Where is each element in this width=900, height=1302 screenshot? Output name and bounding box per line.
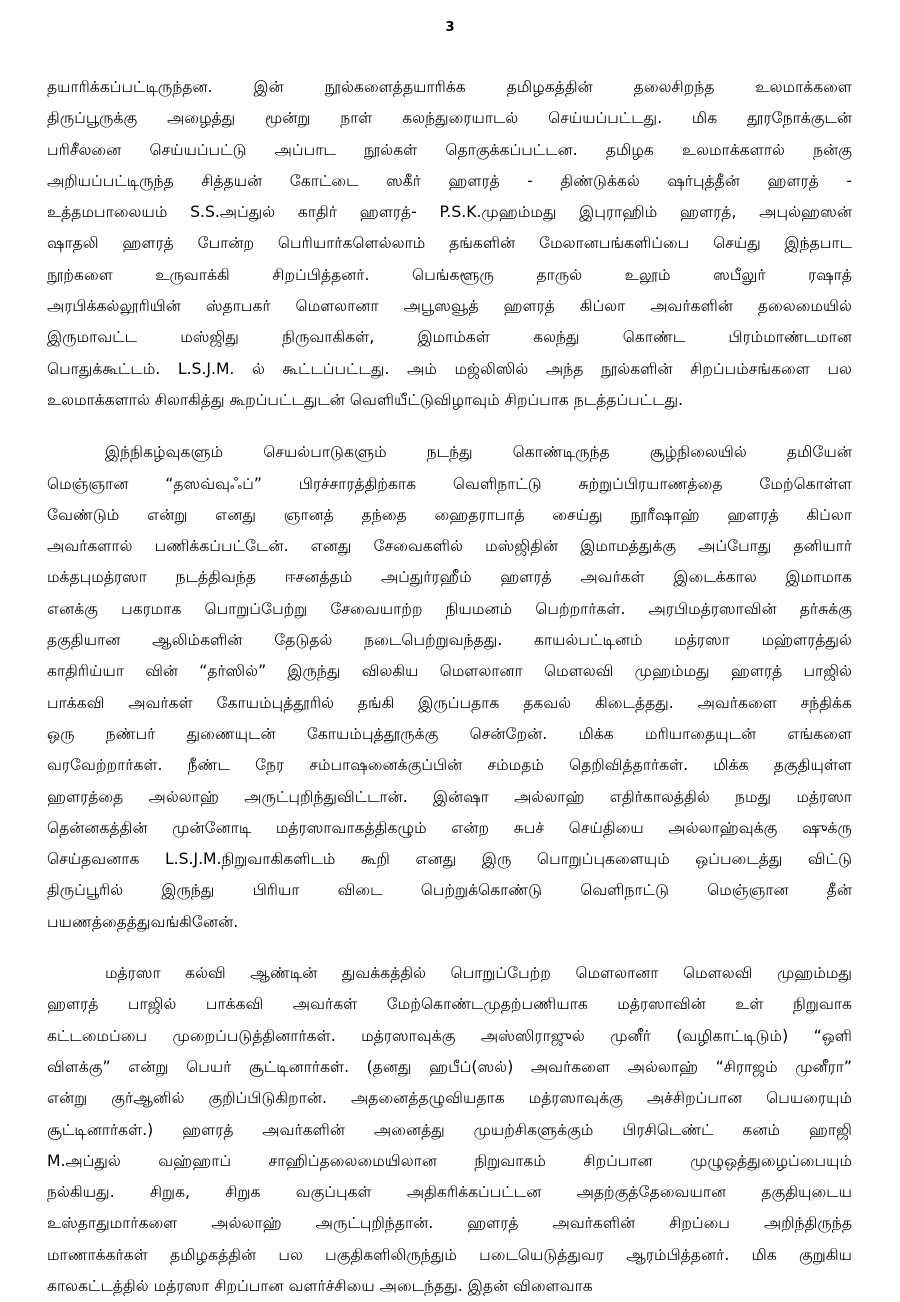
text-line: செய்தவனாக L.S.J.M.நிறுவாகிகளிடம் கூறி எனது இரு பொறுப்புகளையும் ஒப்படைத்து விட்டு (47, 850, 852, 869)
text-line: மாணாக்கர்கள் தமிழகத்தின் பல பகுதிகளிலிருந்தும் படையெடுத்துவர ஆரம்பித்தனர். மிக குறுகிய (47, 1245, 852, 1264)
paragraph-3 (47, 958, 852, 1302)
text-line: உஸ்தாதுமார்களை அல்லாஹ் அருட்புறிந்தான். ஹளரத் அவர்களின் சிறப்பை அறிந்திருந்த (47, 1214, 852, 1233)
text-line: உலமாக்களால் சிலாகித்து கூறப்பட்டதுடன் வெளியீட்டுவிழாவும் சிறப்பாக நடத்தப்பட்டது. (47, 390, 684, 409)
text-line: அவர்களால் பணிக்கப்பட்டேன். எனது சேவைகளில் மஸ்ஜிதின் இமாமத்துக்கு அப்போது தனியார் (47, 537, 852, 556)
text-line: தகுதியான ஆலிம்களின் தேடுதல் நடைபெற்றுவந்தது. காயல்பட்டினம் மத்ரஸா மஹ்ளரத்துல் (47, 631, 852, 650)
text-line: என்று குர்ஆனில் குறிப்பிடுகிறான். அதனைத்தழுவியதாக மத்ரஸாவுக்கு அச்சிறப்பான பெயரையும் (47, 1089, 852, 1108)
text-line: வரவேற்றார்கள். நீண்ட நேர சம்பாஷனைக்குப்பின் சம்மதம் தெறிவித்தார்கள். மிக்க தகுதியுள்ள (47, 756, 852, 775)
text-line: M.அப்துல் வஹ்ஹாப் சாஹிப்தலைமையிலான நிறுவாகம் சிறப்பான முழுஒத்துழைப்பையும் (47, 1151, 852, 1170)
text-line: இந்நிகழ்வுகளும் செயல்பாடுகளும் நடந்து கொண்டிருந்த சூழ்நிலையில் தமியேன் (105, 443, 852, 462)
text-line: ஷாதலி ஹளரத் போன்ற பெரியார்களெல்லாம் தங்களின் மேலானபங்களிப்பை செய்து இந்தபாட (47, 234, 852, 253)
text-line: எனக்கு பகரமாக பொறுப்பேற்று சேவையாற்ற நியமனம் பெற்றார்கள். அரபிமத்ரஸாவின் தர்சுக்கு (47, 599, 852, 618)
text-line: திருப்பூரில் இருந்து பிரியா விடை பெற்றுக்கொண்டு வெளிநாட்டு மெஞ்ஞான தீன் (47, 881, 852, 900)
paragraph-1 (47, 72, 852, 416)
text-line: பரிசீலனை செய்யப்பட்டு அப்பாட நூல்கள் தொகுக்கப்பட்டன. தமிழக உலமாக்களால் நன்கு (47, 140, 852, 159)
text-line: மத்ரஸா கல்வி ஆண்டின் துவக்கத்தில் பொறுப்பேற்ற மௌலானா மௌலவி முஹம்மது (105, 964, 852, 983)
text-line: ஹளரத்தை அல்லாஹ் அருட்புறிந்துவிட்டான். இன்ஷா அல்லாஹ் எதிர்காலத்தில் நமது மத்ரஸா (47, 787, 852, 806)
text-line: தென்னகத்தின் முன்னோடி மத்ரஸாவாகத்திகழும் என்ற சுபச் செய்தியை அல்லாஹ்வுக்கு ஷுக்ரு (47, 818, 852, 837)
text-line: மக்தபுமத்ரஸா நடத்திவந்த ஈசனத்தம் அப்துர்ரஹீம் ஹளரத் அவர்கள் இடைக்கால இமாமாக (47, 568, 852, 587)
text-line: காலகட்டத்தில் மத்ரஸா சிறப்பான வளர்ச்சியை அடைந்தது. இதன் விளைவாக (47, 1276, 593, 1295)
text-line: அரபிக்கல்லூரியின் ஸ்தாபகர் மௌலானா அபூஸவூத் ஹளரத் கிப்லா அவர்களின் தலைமையில் (47, 297, 852, 316)
text-line: உத்தமபாலையம் S.S.அப்துல் காதிர் ஹளரத்- P.S.K.முஹம்மது இபுராஹிம் ஹளரத், அபுல்ஹஸன் (47, 203, 852, 222)
text-line: காதிரிய்யா வின் “தர்ஸில்” இருந்து விலகிய மௌலானா மௌலவி முஹம்மது ஹளரத் பாஜில் (47, 662, 852, 681)
text-line: இருமாவட்ட மஸ்ஜிது நிருவாகிகள், இமாம்கள் கலந்து கொண்ட பிரம்மாண்டமான (47, 328, 852, 347)
text-line: நூற்களை உருவாக்கி சிறப்பித்தனர். பெங்களூரு தாருல் உலூம் ஸபீலுர் ரஷாத் (47, 265, 852, 284)
text-line: விளக்கு” என்று பெயர் சூட்டினார்கள். (தனது ஹபீப்(ஸல்) அவர்களை அல்லாஹ் “சிராஜம் முனீரா” (47, 1057, 852, 1076)
text-line: தயாரிக்கப்பட்டிருந்தன. இன் நூல்களைத்தயாரிக்க தமிழகத்தின் தலைசிறந்த உலமாக்களை (47, 78, 852, 96)
text-line: ஹளரத் பாஜில் பாக்கவி அவர்கள் மேற்கொண்டமுதற்பணியாக மத்ரஸாவின் உள் நிறுவாக (47, 995, 852, 1014)
page-body (47, 72, 852, 1302)
text-line: மெஞ்ஞான “தஸவ்வுஃப்” பிரச்சாரத்திற்காக வெளிநாட்டு சுற்றுப்பிரயாணத்தை மேற்கொள்ள (47, 474, 852, 493)
text-line: வேண்டும் என்று எனது ஞானத் தந்தை ஹைதராபாத் சைய்து நூரீஷாஹ் ஹளரத் கிப்லா (47, 505, 852, 524)
text-line: சூட்டினார்கள்.) ஹளரத் அவர்களின் அனைத்து முயற்சிகளுக்கும் பிரசிடெண்ட் கனம் ஹாஜி (47, 1120, 852, 1139)
text-line: அறியப்பட்டிருந்த சித்தயன் கோட்டை ஸகீர் ஹளரத் - திண்டுக்கல் ஷர்புத்தீன் ஹளரத் - (47, 171, 852, 190)
text-line: திருப்பூருக்கு அழைத்து மூன்று நாள் கலந்துரையாடல் செய்யப்பட்டது. மிக தூரநோக்குடன் (47, 109, 852, 128)
page-number: 3 (445, 20, 455, 35)
paragraph-2 (47, 437, 852, 938)
text-line: பொதுக்கூட்டம். L.S.J.M. ல் கூட்டப்பட்டது. அம் மஜ்லிஸில் அந்த நூல்களின் சிறப்பம்சங்களை பல (47, 359, 852, 378)
text-line: கட்டமைப்பை முறைப்படுத்தினார்கள். மத்ரஸாவுக்கு அஸ்ஸிராஜுல் முனீர் (வழிகாட்டிடும்) “ஒளி (47, 1026, 852, 1045)
text-line: நல்கியது. சிறுக, சிறுக வகுப்புகள் அதிகரிக்கப்பட்டன அதற்குத்தேவையான தகுதியுடைய (47, 1183, 852, 1202)
text-line: ஒரு நண்பர் துணையுடன் கோயம்புத்தூருக்கு சென்றேன். மிக்க மரியாதையுடன் எங்களை (47, 724, 852, 743)
text-line: பயணத்தைத்துவங்கினேன். (47, 912, 239, 931)
text-line: பாக்கவி அவர்கள் கோயம்புத்தூரில் தங்கி இருப்பதாக தகவல் கிடைத்தது. அவர்களை சந்திக்க (47, 693, 852, 712)
